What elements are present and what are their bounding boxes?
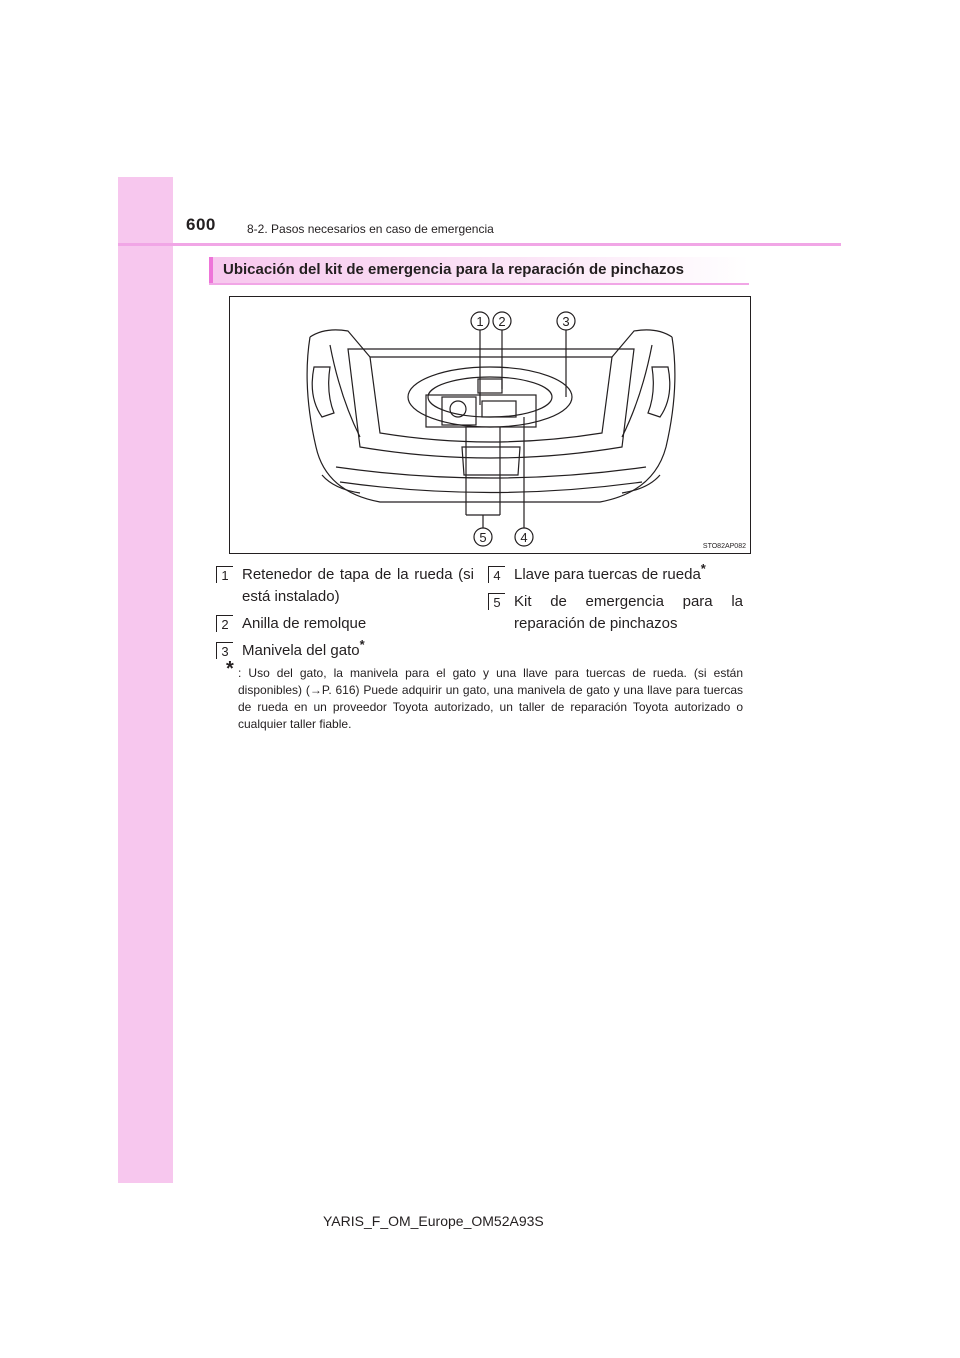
callout-1: 1 [476, 314, 484, 329]
document-id-footer: YARIS_F_OM_Europe_OM52A93S [323, 1213, 544, 1229]
side-tab-band [118, 177, 173, 1183]
callout-5: 5 [479, 530, 487, 545]
callout-4: 4 [520, 530, 528, 545]
legend-item [488, 561, 743, 586]
section-heading-text: Ubicación del kit de emergencia para la reparación de pinchazos [223, 261, 684, 278]
footnote [226, 658, 743, 733]
legend-list-right [488, 561, 743, 640]
legend-item [216, 613, 474, 635]
header-rule [118, 243, 841, 246]
section-title: 8-2. Pasos necesarios en caso de emergencia [247, 222, 494, 236]
item-number: 1 [216, 566, 233, 583]
footnote-asterisk: * [226, 658, 234, 680]
item-text: Manivela del gato* [242, 637, 365, 659]
item-text: Retenedor de tapa de la rueda (si está instalado) [242, 566, 474, 605]
legend-item [216, 637, 474, 662]
legend-item [216, 564, 474, 608]
item-number: 5 [488, 593, 505, 610]
item-number: 4 [488, 566, 505, 583]
item-number: 2 [216, 615, 233, 632]
item-text: Kit de emergencia para la reparación de pinchazos [514, 593, 743, 632]
callout-3: 3 [562, 314, 570, 329]
trunk-drawing [230, 297, 751, 554]
item-text: Llave para tuercas de rueda* [514, 561, 706, 583]
footnote-text: : Uso del gato, la manivela para el gato y una llave para tuercas de rueda. (si están disponibles) (→P. 616) Puede adquirir un gato, una manivela de gato y una llave para tuercas de rueda en un proveedor Toyota autorizado, un taller de reparación Toyota autorizado o cualquier taller fiable. [238, 666, 743, 731]
item-text: Anilla de remolque [242, 615, 367, 632]
item-number: 3 [216, 642, 233, 659]
legend-item [488, 591, 743, 635]
figure-code: STO82AP082 [702, 543, 746, 550]
section-heading [209, 257, 749, 285]
page-number: 600 [186, 215, 216, 234]
callout-2: 2 [498, 314, 506, 329]
trunk-illustration [229, 296, 751, 554]
legend-list-left [216, 564, 474, 667]
